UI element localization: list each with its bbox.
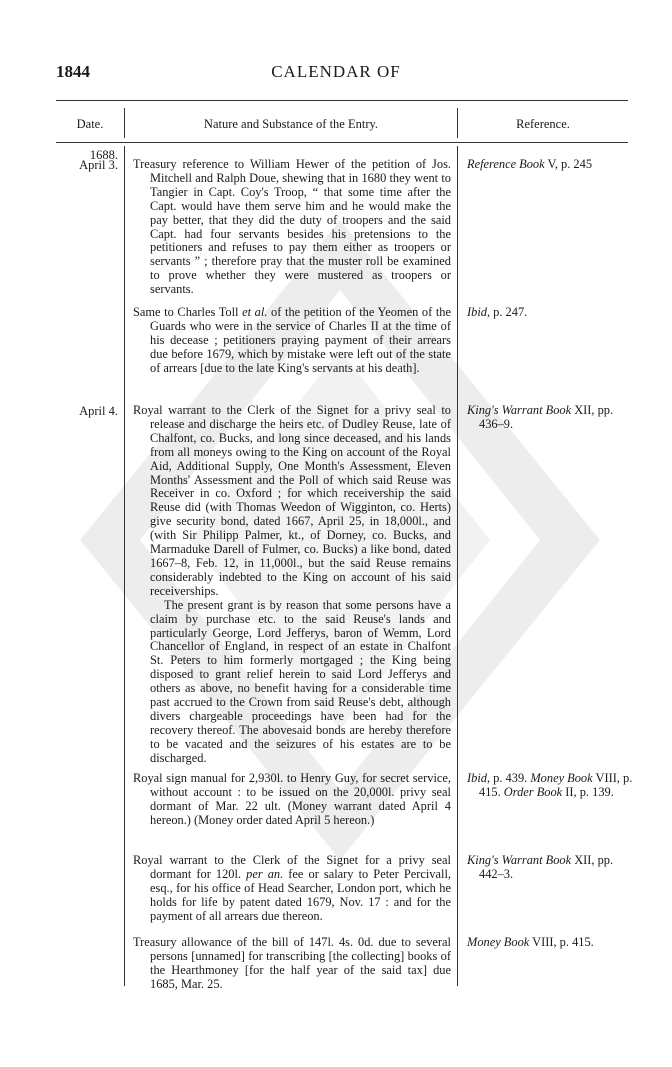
entry-text-part: Royal warrant to the Clerk of the Signet for a privy seal dormant for 120l. [133,853,451,881]
entry-text [133,936,451,992]
column-header-nature: Nature and Substance of the Entry. [203,117,379,131]
reference-book: King's Warrant Book [467,853,572,867]
reference-book: Ibid [467,305,487,319]
reference-page: VIII, p. 415. [529,935,594,949]
entry-text [133,404,451,766]
running-title: CALENDAR OF [271,62,401,81]
column-divider-2-body [457,146,458,986]
entry-date: April 4. [79,404,118,418]
entry-text [133,854,451,924]
entry-paragraph: Treasury reference to William Hewer of the petition of Jos. Mitchell and Ralph Doue, shewing that in 1680 they went to Tangier in Capt. Coy's Troop, “ that some time after the Capt. would have them serve him and he would make the pay better, that they did the duty of troopers and the said Capt. had four servants besides his pretensions to the petitioners and refuses to pay them either as troopers or servants ” ; therefore pray that the muster roll be examined to prove whether they were mustered as troopers or servants. [133,157,451,297]
column-header-reference: Reference. [516,117,570,131]
reference-page: II, p. 139. [562,784,614,799]
entry-reference [467,854,639,882]
reference-book: Ibid [467,771,487,785]
reference-page: XII, pp. 442–3. [479,853,614,881]
entry-paragraph [133,854,451,924]
reference-page: V, p. 245 [544,157,593,171]
entry-text [133,772,451,828]
reference-book: Reference Book [467,157,545,171]
entry-date: April 3. [79,158,118,172]
entry-paragraph: Treasury allowance of the bill of 147l. 4s. 0d. due to several persons [unnamed] for transcribing [the collecting] books of the Hearthmoney [for the half year of the said tax] due 1685, Mar. 25. [133,935,451,991]
top-rule [56,100,628,101]
reference-page: , p. 247. [486,305,528,319]
entry-text-part: Same to Charles Toll [133,305,243,319]
entry-reference [467,772,639,800]
reference-book: King's Warrant Book [467,403,572,417]
entry-text-part: fee or salary to Peter Percivall, esq., for his office of Head Searcher, London port, which he holds for life by patent dated 1679, Nov. 17 : and for the payment of all arrears due thereon. [150,866,451,923]
entry-text [133,306,451,376]
entry-reference [467,404,639,432]
entry-text-italic: per an. [246,866,284,881]
entry-text [133,158,451,297]
entry-paragraph [133,306,451,376]
reference-page: VIII, p. 415. [479,771,633,799]
entry-reference [467,306,639,320]
entry-paragraph: Royal sign manual for 2,930l. to Henry Guy, for secret service, without account : to be issued on the 20,000l. privy seal dormant of Mar. 22 ult. (Money warrant dated April 4 hereon.) (Money order dated April 5 hereon.) [133,771,451,827]
reference-book: Money Book [530,771,593,785]
column-header-date: Date. [76,117,104,131]
entry-paragraph: The present grant is by reason that some persons have a claim by purchase etc. to the said Reuse's lands and particularly George, Lord Jefferys, baron of Wemm, Lord Chancellor of England, in respect of an estate in Chalfont St. Peters to him formerly mortgaged ; the King being disposed to grant relief herein to said Lord Jefferys and others as above, no benefit having for a considerable time past accrued to the Crown from said Reuse's debt, although divers chargeable proceedings have been had for the recovery thereof. The abovesaid bonds are hereby therefore to be vacated and the seizures of his estates are to be discharged. [150,597,451,765]
column-divider-1-body [124,146,125,986]
reference-book: Order Book [503,784,563,799]
entry-reference [467,158,639,172]
reference-book: Money Book [467,935,530,949]
entry-text-italic: et al. [242,305,268,319]
page-number: 1844 [56,62,90,81]
entry-reference [467,936,639,950]
header-rule [56,142,628,143]
entry-text-part: of the petition of the Yeomen of the Guards who were in the service of Charles II at the time of his decease ; petitioners praying payment of their arrears due before 1679, which by mistake were left out of the state of arrears [due to the late King's servants at his death]. [150,305,451,375]
entry-paragraph: Royal warrant to the Clerk of the Signet for a privy seal to release and discharge the heirs etc. of Dudley Reuse, late of Chalfont, co. Bucks, and long since deceased, and his lands from all moneys owing to the King on account of the Royal Aid, Additional Supply, One Month's Assessment, Eleven Months' Assessment and the Poll of which said Reuse was Receiver in co. Oxford ; for which receivership the said Reuse did (with Thomas Weedon of Wigginton, co. Herts) give security bond, dated 1667, April 25, in 18,000l., and (with Sir Philipp Palmer, kt., of Dorney, co. Bucks, and Marmaduke Darell of Fulmer, co. Bucks) a like bond, dated 1667–8, Feb. 12, in 11,000l., but the said Reuse remains considerably indebted to the King on account of his said receiverships. [133,403,451,598]
year-label: 1688. [89,148,118,162]
reference-page: , p. 439. [486,771,528,785]
reference-page: XII, pp. 436–9. [479,403,614,431]
